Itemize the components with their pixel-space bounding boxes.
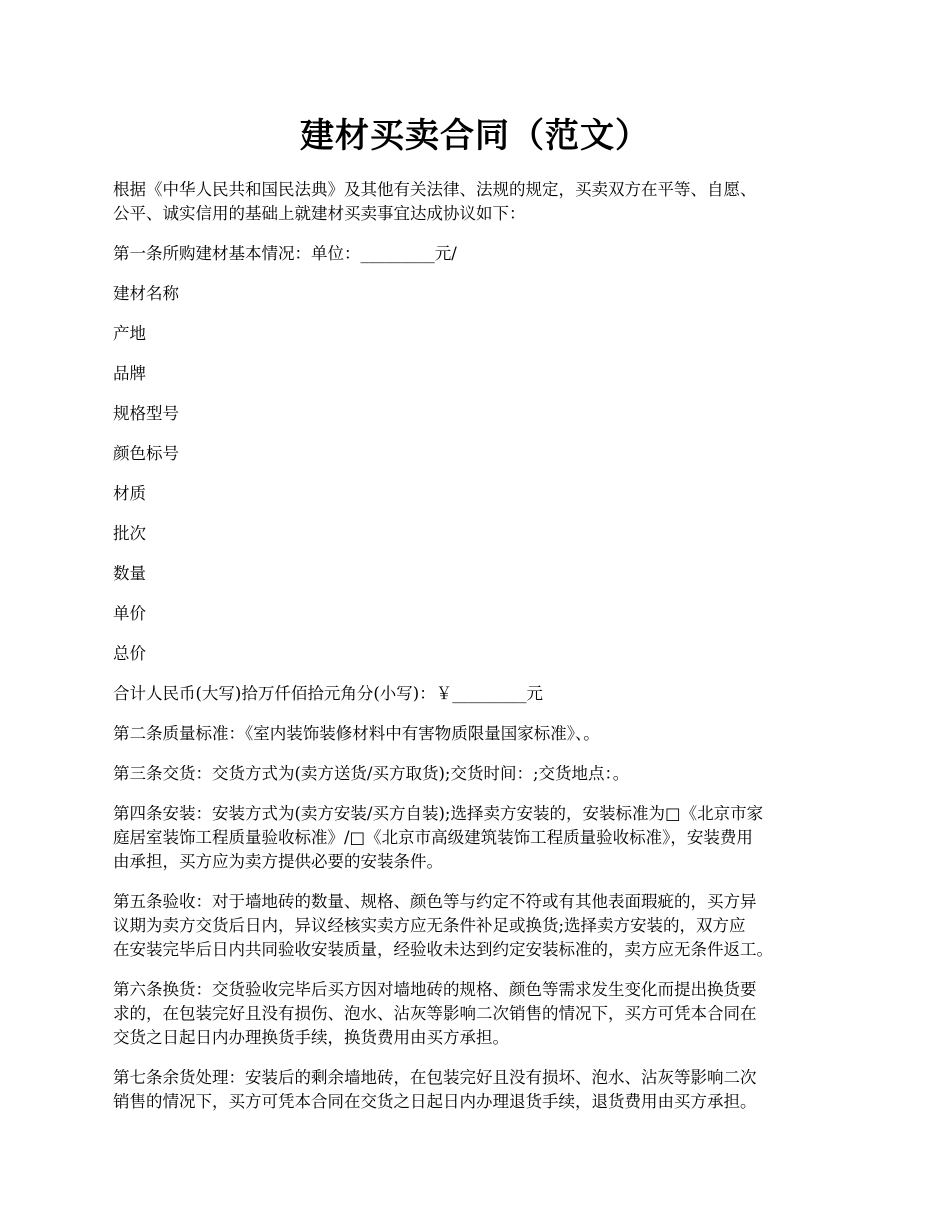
article-3: 第三条交货：交货方式为(卖方送货/买方取货);交货时间：;交货地点：。 [113,764,630,783]
article-5 [113,890,841,962]
material-item-batch: 批次 [113,524,146,543]
article-5-line: 在安装完毕后日内共同验收安装质量，经验收未达到约定安装标准的，卖方应无条件返工。 [113,940,773,959]
article-2: 第二条质量标准：《室内装饰装修材料中有害物质限量国家标准》、。 [113,724,600,743]
article-7-line: 第七条余货处理：安装后的剩余墙地砖，在包装完好且没有损坏、泡水、沾灰等影响二次 [113,1068,757,1087]
article-5-line: 议期为卖方交货后日内，异议经核实卖方应无条件补足或换货;选择卖方安装的，双方应 [113,916,746,935]
material-item-quantity: 数量 [113,564,146,583]
material-item-unit-price: 单价 [113,604,146,623]
material-item-total-price: 总价 [113,644,146,663]
document-body [113,178,841,1130]
article-5-line: 第五条验收：对于墙地砖的数量、规格、颜色等与约定不符或有其他表面瑕疵的，买方异 [113,892,757,911]
article-6 [113,978,841,1050]
total-amount-line: 合计人民币(大写)拾万仟佰拾元角分(小写)：￥_________元 [113,684,543,703]
material-item-spec: 规格型号 [113,404,179,423]
document-title: 建材买卖合同（范文） [300,116,650,156]
article-4-line: 第四条安装：安装方式为(卖方安装/买方自装);选择卖方安装的，安装标准为□《北京市家 [113,804,764,823]
material-item-color: 颜色标号 [113,444,179,463]
article-1: 第一条所购建材基本情况：单位：_________元/ [113,244,457,263]
article-7-line: 销售的情况下，买方可凭本合同在交货之日起日内办理退货手续，退货费用由买方承担。 [113,1092,757,1111]
material-item-origin: 产地 [113,324,146,343]
article-4-line: 由承担，买方应为卖方提供必要的安装条件。 [113,852,443,871]
intro-paragraph [113,178,841,226]
article-6-line: 交货之日起日内办理换货手续，换货费用由买方承担。 [113,1028,509,1047]
article-4 [113,802,841,874]
intro-line: 公平、诚实信用的基础上就建材买卖事宜达成协议如下： [113,204,526,223]
article-6-line: 求的，在包装完好且没有损伤、泡水、沾灰等影响二次销售的情况下，买方可凭本合同在 [113,1004,757,1023]
intro-line: 根据《中华人民共和国民法典》及其他有关法律、法规的规定，买卖双方在平等、自愿、 [113,180,757,199]
article-4-line: 庭居室装饰工程质量验收标准》/□《北京市高级建筑装饰工程质量验收标准》，安装费用 [113,828,753,847]
material-item-material: 材质 [113,484,146,503]
material-item-name: 建材名称 [113,284,179,303]
material-item-brand: 品牌 [113,364,146,383]
article-6-line: 第六条换货：交货验收完毕后买方因对墙地砖的规格、颜色等需求发生变化而提出换货要 [113,980,757,999]
article-7 [113,1066,841,1114]
